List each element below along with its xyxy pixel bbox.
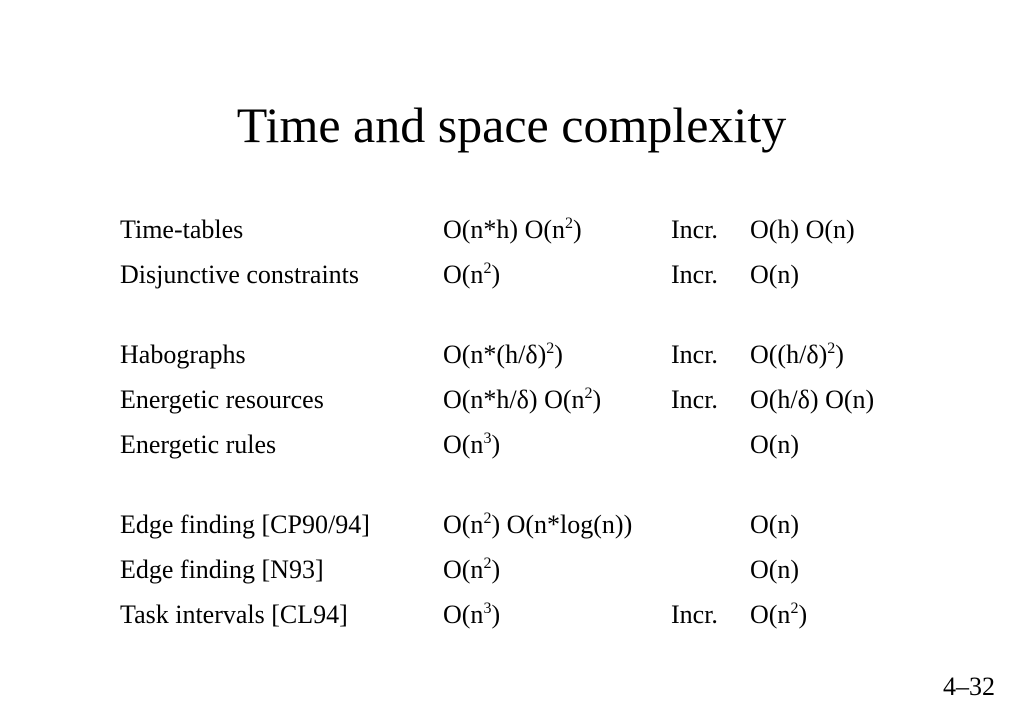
exponent: 3 <box>483 430 492 447</box>
space-complexity <box>750 547 799 592</box>
incremental-flag: Incr. <box>671 215 718 244</box>
complexity-text: O(n) <box>750 260 800 289</box>
exponent: 3 <box>483 600 492 617</box>
exponent: 2 <box>790 600 799 617</box>
consistency-complexity <box>443 252 500 297</box>
complexity-text: O(n) <box>750 510 800 539</box>
technique-name: Edge finding [N93] <box>120 555 324 584</box>
complexity-text: O(n*h) O(n <box>443 215 566 244</box>
complexity-text: ) <box>835 340 844 369</box>
exponent: 2 <box>546 340 555 357</box>
complexity-text: ) <box>554 340 563 369</box>
technique-name: Task intervals [CL94] <box>120 600 348 629</box>
complexity-text: ) <box>798 600 808 629</box>
complexity-text: ) <box>491 600 501 629</box>
technique-name: Time-tables <box>120 215 244 244</box>
consistency-complexity <box>443 207 582 252</box>
exponent: 2 <box>483 510 492 527</box>
complexity-text: O(n*h/δ) O(n <box>443 385 585 414</box>
consistency-complexity <box>443 502 632 547</box>
complexity-text: O(h) O(n) <box>750 215 855 244</box>
complexity-text: O(n <box>443 510 484 539</box>
complexity-text: O(h/δ) O(n) <box>750 385 875 414</box>
complexity-text: O((h/δ) <box>750 340 828 369</box>
exponent: 2 <box>483 555 492 572</box>
consistency-complexity <box>443 377 601 422</box>
complexity-text: O(n) <box>750 430 800 459</box>
consistency-complexity <box>443 547 500 592</box>
exponent: 2 <box>483 260 492 277</box>
complexity-text: O(n) <box>750 555 800 584</box>
space-complexity <box>750 592 807 637</box>
slide-title: Time and space complexity <box>236 97 787 153</box>
complexity-text: ) <box>573 215 582 244</box>
complexity-text: ) <box>592 385 602 414</box>
technique-name: Habographs <box>120 340 246 369</box>
incremental-flag: Incr. <box>671 260 718 289</box>
complexity-text: ) O(n*log(n)) <box>491 510 633 539</box>
complexity-text: O(n <box>443 555 484 584</box>
space-complexity <box>750 332 844 377</box>
incremental-flag: Incr. <box>671 340 718 369</box>
page-number: 4–32 <box>943 672 995 701</box>
exponent: 2 <box>565 215 574 232</box>
complexity-text: ) <box>491 430 501 459</box>
incremental-flag: Incr. <box>671 385 718 414</box>
complexity-text: ) <box>491 555 501 584</box>
space-complexity <box>750 502 799 547</box>
space-complexity <box>750 377 874 422</box>
technique-name: Edge finding [CP90/94] <box>120 510 370 539</box>
technique-name: Energetic resources <box>120 385 324 414</box>
space-complexity <box>750 207 855 252</box>
space-complexity <box>750 252 799 297</box>
incremental-flag: Incr. <box>671 600 718 629</box>
space-complexity <box>750 422 799 467</box>
complexity-text: ) <box>491 260 501 289</box>
consistency-complexity <box>443 332 563 377</box>
complexity-text: O(n <box>443 260 484 289</box>
complexity-text: O(n*(h/δ) <box>443 340 547 369</box>
technique-name: Energetic rules <box>120 430 277 459</box>
exponent: 2 <box>827 340 836 357</box>
complexity-text: O(n <box>443 600 484 629</box>
consistency-complexity <box>443 592 500 637</box>
exponent: 2 <box>584 385 593 402</box>
consistency-complexity <box>443 422 500 467</box>
technique-name: Disjunctive constraints <box>120 260 360 289</box>
complexity-text: O(n <box>750 600 791 629</box>
complexity-text: O(n <box>443 430 484 459</box>
